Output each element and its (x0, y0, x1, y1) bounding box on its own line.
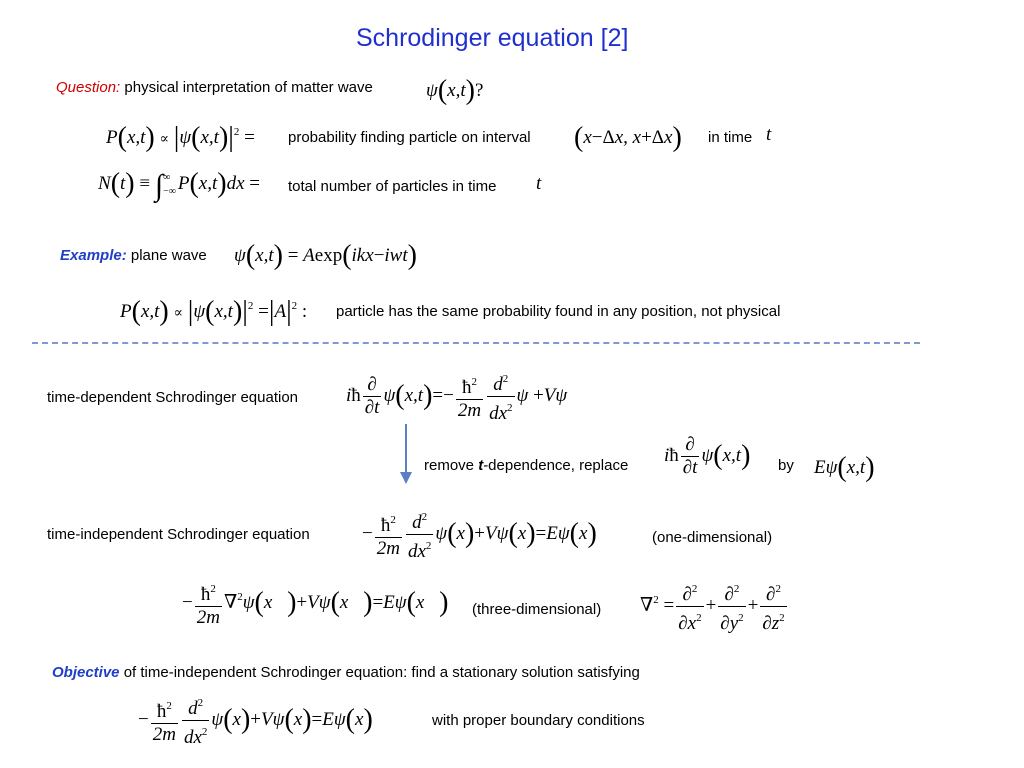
total-number-formula: N(t) ≡ ∫∞ −∞ P(x,t)dx = (98, 168, 260, 202)
objective-text: of time-independent Schrodinger equation: find a stationary solution satisfying (123, 664, 640, 681)
example-line (60, 247, 207, 264)
probability-formula: $P(x,t) \propto |\psi(x,t)|^2$ = (106, 122, 255, 153)
interval-formula: (x−Δx, x+Δx) (574, 122, 682, 153)
psi-xt-question: ψ(x,t)? (426, 75, 484, 106)
example-text: plane wave (130, 247, 207, 264)
dashed-divider (32, 342, 920, 344)
laplacian-definition: ∇$^2$ = $\frac{\partial^2}{\partial x^2}$ + $\frac{\partial^2}{\partial y^2}$ + $\frac{\partial^2}{\partial z^2}$ (640, 578, 789, 635)
page-title: Schrodinger equation [2] (356, 24, 629, 52)
question-label: Question: (56, 79, 121, 96)
ti-label: time-independent Schrodinger equation (47, 526, 310, 543)
example-label: Example: (60, 247, 127, 264)
ti-equation: − $\frac{ħ^2}{2m}$ $\frac{d^2}{dx^2}$ ψ(x)+Vψ(x)=Eψ(x) (362, 506, 597, 563)
three-dim-text: (three-dimensional) (472, 601, 602, 618)
td-label: time-dependent Schrodinger equation (47, 389, 299, 406)
plane-wave-formula: ψ(x,t) = Aexp(ikx−iwt) (234, 240, 417, 271)
one-dim-text: (one-dimensional) (652, 529, 773, 546)
objective-label: Objective (52, 664, 120, 681)
down-arrow-line (405, 424, 407, 476)
question-text: physical interpretation of matter wave (124, 79, 373, 96)
plane-wave-probability: $P(x,t) \propto |\psi(x,t)|^2 =|A|^2$ : (120, 296, 308, 327)
in-time-text: in time (708, 129, 753, 146)
question-line (56, 79, 373, 96)
objective-equation: − $\frac{ħ^2}{2m}$ $\frac{d^2}{dx^2}$ ψ(x)+Vψ(x)=Eψ(x) (138, 692, 373, 749)
boundary-text: with proper boundary conditions (432, 712, 645, 729)
replace-operator: iħ $\frac{\partial}{\partial t}$ ψ(x,t) (664, 434, 751, 478)
three-dim-equation: − $\frac{ħ^2}{2m}$ ∇$^2$ψ(x⃗)+Vψ(x⃗)=Eψ(x⃗) (182, 578, 448, 629)
remove-line: remove t-dependence, replace (424, 457, 629, 474)
by-text: by (778, 457, 794, 474)
e-psi-xt: Eψ(x,t) (814, 452, 875, 483)
td-equation: iħ $\frac{\partial}{\partial t}$ ψ(x,t)=− $\frac{ħ^2}{2m}$ $\frac{d^2}{dx^2}$ ψ +Vψ (346, 368, 567, 425)
down-arrow-icon (400, 472, 412, 484)
t-symbol-2: t (536, 173, 542, 194)
objective-line (52, 664, 640, 681)
probability-text: probability finding particle on interval (288, 129, 531, 146)
total-text: total number of particles in time (288, 178, 497, 195)
t-symbol-1: t (766, 124, 772, 145)
plane-wave-note: particle has the same probability found in any position, not physical (336, 303, 781, 320)
